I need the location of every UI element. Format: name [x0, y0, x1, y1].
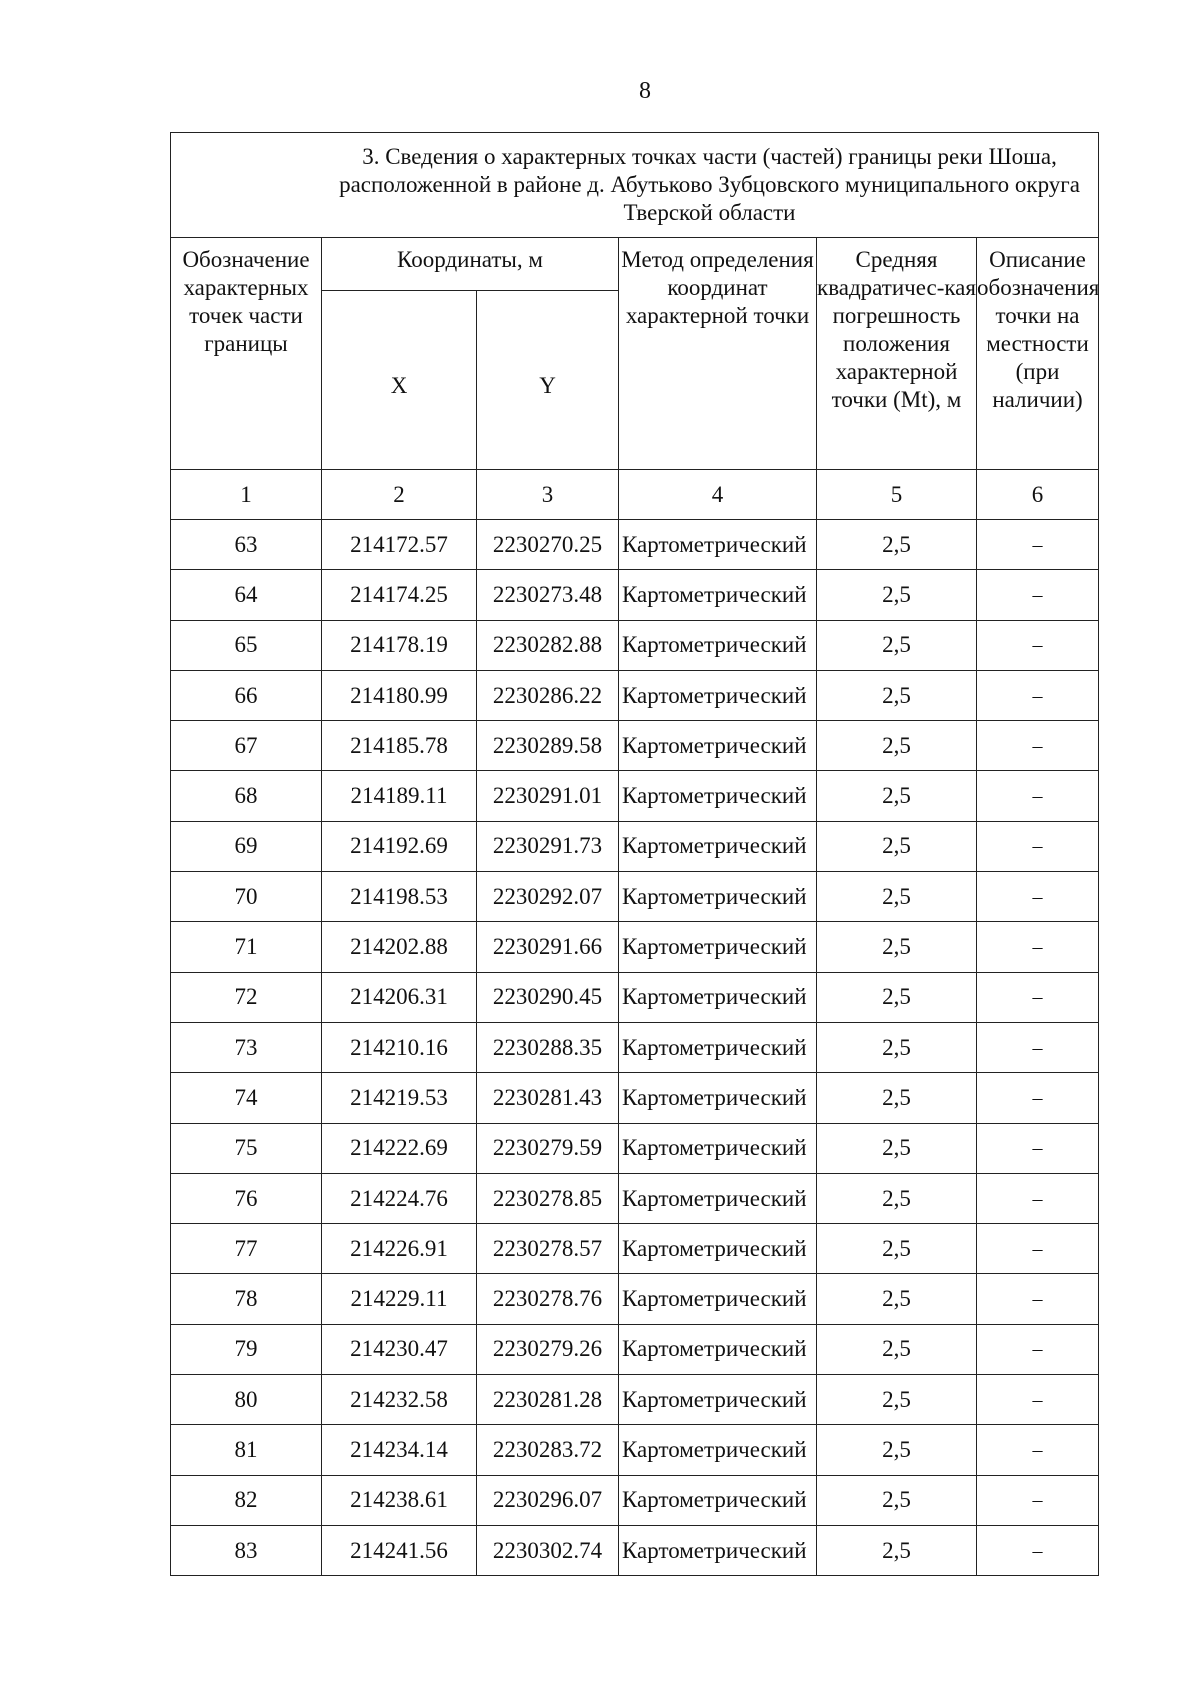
page-number: 8 — [639, 78, 651, 104]
cell-description: – — [977, 670, 1099, 720]
header-description: Описание обозначения точки на местности (при наличии) — [977, 238, 1099, 470]
cell-error: 2,5 — [817, 1274, 977, 1324]
column-numbers-row — [171, 470, 1099, 520]
cell-x: 214238.61 — [322, 1475, 477, 1525]
cell-error: 2,5 — [817, 570, 977, 620]
cell-y: 2230288.35 — [477, 1022, 619, 1072]
table-row — [171, 972, 1099, 1022]
column-number: 6 — [977, 470, 1099, 520]
cell-y: 2230286.22 — [477, 670, 619, 720]
cell-method: Картометрический — [619, 1425, 817, 1475]
cell-description: – — [977, 1123, 1099, 1173]
table-row — [171, 1274, 1099, 1324]
cell-method: Картометрический — [619, 922, 817, 972]
cell-error: 2,5 — [817, 520, 977, 570]
cell-y: 2230278.85 — [477, 1173, 619, 1223]
table-row — [171, 670, 1099, 720]
cell-point: 65 — [171, 620, 322, 670]
table-row — [171, 821, 1099, 871]
cell-point: 63 — [171, 520, 322, 570]
table-row — [171, 721, 1099, 771]
cell-error: 2,5 — [817, 1123, 977, 1173]
cell-x: 214222.69 — [322, 1123, 477, 1173]
cell-error: 2,5 — [817, 1073, 977, 1123]
cell-method: Картометрический — [619, 872, 817, 922]
cell-point: 83 — [171, 1525, 322, 1575]
cell-description: – — [977, 1525, 1099, 1575]
cell-method: Картометрический — [619, 721, 817, 771]
cell-y: 2230291.66 — [477, 922, 619, 972]
boundary-points-table — [170, 132, 1099, 1576]
table-row — [171, 771, 1099, 821]
table-title-line-1: 3. Сведения о характерных точках части (частей) границы реки Шоша, — [362, 144, 1057, 169]
cell-x: 214241.56 — [322, 1525, 477, 1575]
table-body — [171, 520, 1099, 1576]
boundary-points-table-container — [170, 132, 1098, 1576]
cell-description: – — [977, 1375, 1099, 1425]
column-number: 4 — [619, 470, 817, 520]
cell-method: Картометрический — [619, 821, 817, 871]
cell-x: 214180.99 — [322, 670, 477, 720]
table-row — [171, 1173, 1099, 1223]
cell-point: 81 — [171, 1425, 322, 1475]
cell-point: 74 — [171, 1073, 322, 1123]
cell-description: – — [977, 520, 1099, 570]
cell-method: Картометрический — [619, 1073, 817, 1123]
cell-method: Картометрический — [619, 1274, 817, 1324]
cell-description: – — [977, 771, 1099, 821]
cell-method: Картометрический — [619, 570, 817, 620]
cell-point: 79 — [171, 1324, 322, 1374]
cell-description: – — [977, 1022, 1099, 1072]
cell-y: 2230302.74 — [477, 1525, 619, 1575]
table-row — [171, 1425, 1099, 1475]
table-row — [171, 1475, 1099, 1525]
cell-method: Картометрический — [619, 1475, 817, 1525]
cell-x: 214172.57 — [322, 520, 477, 570]
cell-method: Картометрический — [619, 771, 817, 821]
cell-y: 2230283.72 — [477, 1425, 619, 1475]
cell-y: 2230279.59 — [477, 1123, 619, 1173]
cell-y: 2230279.26 — [477, 1324, 619, 1374]
cell-y: 2230278.76 — [477, 1274, 619, 1324]
cell-y: 2230270.25 — [477, 520, 619, 570]
column-number: 3 — [477, 470, 619, 520]
table-row — [171, 1224, 1099, 1274]
cell-point: 70 — [171, 872, 322, 922]
cell-x: 214210.16 — [322, 1022, 477, 1072]
cell-point: 76 — [171, 1173, 322, 1223]
cell-method: Картометрический — [619, 1525, 817, 1575]
cell-x: 214178.19 — [322, 620, 477, 670]
cell-point: 73 — [171, 1022, 322, 1072]
cell-point: 64 — [171, 570, 322, 620]
header-x: X — [322, 291, 477, 470]
header-y: Y — [477, 291, 619, 470]
cell-error: 2,5 — [817, 872, 977, 922]
cell-method: Картометрический — [619, 670, 817, 720]
table-row — [171, 1123, 1099, 1173]
cell-x: 214224.76 — [322, 1173, 477, 1223]
cell-method: Картометрический — [619, 1324, 817, 1374]
cell-description: – — [977, 721, 1099, 771]
cell-error: 2,5 — [817, 972, 977, 1022]
cell-point: 77 — [171, 1224, 322, 1274]
cell-method: Картометрический — [619, 1224, 817, 1274]
cell-point: 69 — [171, 821, 322, 871]
cell-y: 2230296.07 — [477, 1475, 619, 1525]
cell-x: 214189.11 — [322, 771, 477, 821]
header-method: Метод определения координат характерной точки — [619, 238, 817, 470]
cell-x: 214185.78 — [322, 721, 477, 771]
cell-error: 2,5 — [817, 922, 977, 972]
cell-description: – — [977, 1475, 1099, 1525]
table-row — [171, 570, 1099, 620]
cell-y: 2230273.48 — [477, 570, 619, 620]
cell-error: 2,5 — [817, 771, 977, 821]
cell-y: 2230282.88 — [477, 620, 619, 670]
cell-y: 2230281.28 — [477, 1375, 619, 1425]
cell-error: 2,5 — [817, 1224, 977, 1274]
cell-description: – — [977, 1073, 1099, 1123]
cell-method: Картометрический — [619, 520, 817, 570]
cell-x: 214232.58 — [322, 1375, 477, 1425]
cell-description: – — [977, 570, 1099, 620]
cell-error: 2,5 — [817, 1525, 977, 1575]
cell-x: 214226.91 — [322, 1224, 477, 1274]
cell-x: 214229.11 — [322, 1274, 477, 1324]
cell-point: 66 — [171, 670, 322, 720]
cell-point: 68 — [171, 771, 322, 821]
cell-error: 2,5 — [817, 1375, 977, 1425]
cell-description: – — [977, 1425, 1099, 1475]
cell-x: 214192.69 — [322, 821, 477, 871]
table-row — [171, 520, 1099, 570]
cell-description: – — [977, 1224, 1099, 1274]
cell-error: 2,5 — [817, 821, 977, 871]
table-row — [171, 1073, 1099, 1123]
cell-x: 214206.31 — [322, 972, 477, 1022]
cell-description: – — [977, 922, 1099, 972]
cell-x: 214234.14 — [322, 1425, 477, 1475]
cell-method: Картометрический — [619, 620, 817, 670]
column-number: 1 — [171, 470, 322, 520]
cell-description: – — [977, 1324, 1099, 1374]
cell-y: 2230281.43 — [477, 1073, 619, 1123]
cell-description: – — [977, 872, 1099, 922]
cell-point: 71 — [171, 922, 322, 972]
cell-y: 2230291.01 — [477, 771, 619, 821]
table-row — [171, 1324, 1099, 1374]
cell-error: 2,5 — [817, 670, 977, 720]
cell-error: 2,5 — [817, 721, 977, 771]
cell-x: 214174.25 — [322, 570, 477, 620]
table-title — [171, 133, 1099, 238]
cell-point: 75 — [171, 1123, 322, 1173]
cell-description: – — [977, 620, 1099, 670]
table-title-line-3: Тверской области — [623, 200, 796, 225]
column-number: 5 — [817, 470, 977, 520]
cell-point: 82 — [171, 1475, 322, 1525]
cell-error: 2,5 — [817, 1324, 977, 1374]
cell-y: 2230290.45 — [477, 972, 619, 1022]
cell-error: 2,5 — [817, 620, 977, 670]
column-number: 2 — [322, 470, 477, 520]
cell-y: 2230289.58 — [477, 721, 619, 771]
table-row — [171, 1525, 1099, 1575]
cell-description: – — [977, 821, 1099, 871]
cell-error: 2,5 — [817, 1022, 977, 1072]
cell-description: – — [977, 972, 1099, 1022]
table-title-line-2: расположенной в районе д. Абутьково Зубцовского муниципального округа — [339, 172, 1080, 197]
cell-point: 78 — [171, 1274, 322, 1324]
table-row — [171, 1375, 1099, 1425]
cell-description: – — [977, 1274, 1099, 1324]
cell-method: Картометрический — [619, 1173, 817, 1223]
cell-error: 2,5 — [817, 1425, 977, 1475]
cell-method: Картометрический — [619, 972, 817, 1022]
cell-point: 67 — [171, 721, 322, 771]
table-row — [171, 620, 1099, 670]
cell-y: 2230292.07 — [477, 872, 619, 922]
cell-error: 2,5 — [817, 1173, 977, 1223]
cell-error: 2,5 — [817, 1475, 977, 1525]
cell-x: 214198.53 — [322, 872, 477, 922]
header-coordinates: Координаты, м — [322, 238, 619, 291]
cell-method: Картометрический — [619, 1123, 817, 1173]
cell-description: – — [977, 1173, 1099, 1223]
cell-x: 214202.88 — [322, 922, 477, 972]
table-row — [171, 922, 1099, 972]
cell-method: Картометрический — [619, 1022, 817, 1072]
cell-y: 2230278.57 — [477, 1224, 619, 1274]
table-row — [171, 1022, 1099, 1072]
cell-point: 72 — [171, 972, 322, 1022]
header-point: Обозначение характерных точек части границы — [171, 238, 322, 470]
header-error: Средняя квадратичес-кая погрешность положения характерной точки (Mt), м — [817, 238, 977, 470]
cell-method: Картометрический — [619, 1375, 817, 1425]
cell-y: 2230291.73 — [477, 821, 619, 871]
cell-x: 214219.53 — [322, 1073, 477, 1123]
cell-x: 214230.47 — [322, 1324, 477, 1374]
cell-point: 80 — [171, 1375, 322, 1425]
table-row — [171, 872, 1099, 922]
